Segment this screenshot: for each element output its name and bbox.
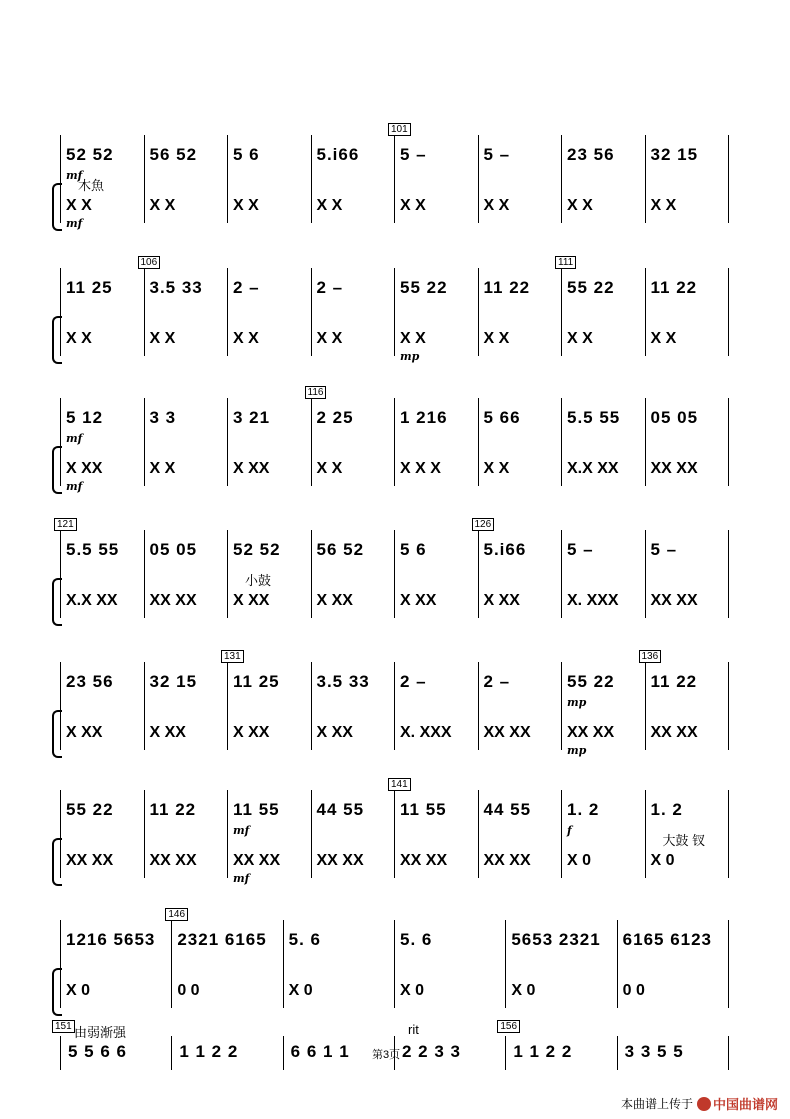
percussion-notes: X X bbox=[149, 460, 176, 477]
barline bbox=[283, 1036, 284, 1070]
percussion-notes: X XX bbox=[66, 460, 103, 477]
measure-number: 136 bbox=[639, 650, 662, 663]
melody-notes: 5 66 bbox=[483, 408, 521, 427]
measure bbox=[227, 268, 311, 356]
percussion-notes: X X bbox=[149, 197, 176, 214]
measure bbox=[283, 920, 394, 1008]
melody-notes: 3 3 bbox=[149, 408, 177, 427]
melody-notes: 11 25 bbox=[66, 278, 113, 297]
score-system bbox=[60, 124, 728, 230]
melody-notes: 55 22 bbox=[567, 278, 615, 297]
melody-notes: 23 56 bbox=[567, 145, 615, 164]
melody-notes: 56 52 bbox=[316, 540, 365, 559]
measure bbox=[60, 268, 144, 356]
melody-notes: 5.5 55 bbox=[567, 408, 621, 427]
percussion-notes: XX XX bbox=[149, 852, 197, 869]
barline bbox=[60, 1036, 61, 1070]
percussion-notes: X 0 bbox=[66, 982, 91, 999]
percussion-notes: XX XX bbox=[650, 460, 698, 477]
measure bbox=[617, 920, 728, 1008]
percussion-notes: X XX bbox=[233, 460, 270, 477]
percussion-notes: XX XX bbox=[650, 724, 698, 741]
melody-notes: 2 25 bbox=[316, 408, 354, 427]
percussion-notes: XX XX bbox=[400, 852, 448, 869]
percussion-notes: X X bbox=[567, 330, 593, 347]
measure bbox=[227, 662, 311, 750]
melody-notes: 3.5 33 bbox=[149, 278, 203, 297]
melody-notes: 5.i66 bbox=[316, 145, 360, 164]
barline bbox=[728, 662, 729, 750]
measure-number: 121 bbox=[54, 518, 77, 531]
percussion-notes: X XX bbox=[66, 724, 103, 741]
measure bbox=[478, 135, 562, 223]
measure bbox=[645, 530, 729, 618]
percussion-notes: X. XXX bbox=[567, 592, 619, 609]
melody-notes: 2 – bbox=[316, 278, 344, 297]
measure bbox=[311, 662, 395, 750]
percussion-notes: X 0 bbox=[567, 852, 592, 869]
measure bbox=[394, 530, 478, 618]
page-number: 第3页 bbox=[372, 1049, 401, 1061]
melody-notes: 05 05 bbox=[149, 540, 198, 559]
percussion-notes: X X bbox=[483, 460, 510, 477]
credit-text: 本曲谱上传于 bbox=[620, 1097, 693, 1111]
measure bbox=[311, 790, 395, 878]
percussion-notes: X X bbox=[400, 197, 426, 214]
melody-notes: 1 1 2 2 bbox=[179, 1042, 239, 1061]
measure-number: 116 bbox=[305, 386, 327, 399]
melody-notes: 2 – bbox=[233, 278, 260, 297]
melody-notes: 5 5 6 6 bbox=[68, 1042, 127, 1061]
percussion-notes: X X bbox=[149, 330, 176, 347]
measure bbox=[394, 920, 505, 1008]
melody-notes: 44 55 bbox=[483, 800, 532, 819]
dynamic-marking: mf bbox=[233, 824, 250, 837]
melody-notes: 05 05 bbox=[650, 408, 699, 427]
melody-notes: 52 52 bbox=[233, 540, 281, 559]
measure bbox=[478, 790, 562, 878]
instrument-annotation: 木魚 bbox=[78, 178, 105, 193]
melody-notes: 2321 6165 bbox=[177, 930, 267, 949]
measure bbox=[394, 135, 478, 223]
melody-notes: 6 6 1 1 bbox=[290, 1042, 350, 1061]
site-name: 中国曲谱网 bbox=[712, 1097, 778, 1112]
melody-notes: 1216 5653 bbox=[66, 930, 156, 949]
measure-number: 141 bbox=[388, 778, 411, 791]
melody-notes: 1. 2 bbox=[567, 800, 600, 819]
percussion-notes: X 0 bbox=[288, 982, 313, 999]
melody-notes: 11 22 bbox=[650, 278, 698, 297]
percussion-notes: X.X XX bbox=[567, 460, 619, 477]
melody-notes: 1 216 bbox=[400, 408, 448, 427]
barline bbox=[505, 1036, 506, 1070]
dynamic-marking: mf bbox=[66, 480, 83, 493]
melody-notes: 2 – bbox=[483, 672, 511, 691]
melody-notes: 6165 6123 bbox=[622, 930, 713, 949]
measure-number: 126 bbox=[472, 518, 495, 531]
measure-number: 156 bbox=[497, 1020, 520, 1033]
melody-notes: 3 21 bbox=[233, 408, 271, 427]
dynamic-marking: mf bbox=[66, 217, 83, 230]
melody-notes: 1. 2 bbox=[650, 800, 683, 819]
measure bbox=[171, 920, 282, 1008]
melody-notes: 5.5 55 bbox=[66, 540, 120, 559]
measure bbox=[478, 268, 562, 356]
percussion-notes: X XX bbox=[316, 592, 353, 609]
melody-notes: 11 55 bbox=[400, 800, 447, 819]
measure bbox=[394, 662, 478, 750]
melody-notes: 5 – bbox=[567, 540, 594, 559]
score-system bbox=[60, 909, 728, 1008]
measure bbox=[561, 268, 645, 356]
barline bbox=[728, 920, 729, 1008]
upload-credit bbox=[621, 1094, 778, 1113]
barline bbox=[728, 530, 729, 618]
dynamic-marking: mf bbox=[66, 432, 83, 445]
measure bbox=[645, 135, 729, 223]
site-logo-icon bbox=[697, 1097, 711, 1111]
percussion-notes: X X bbox=[66, 197, 92, 214]
measure bbox=[311, 135, 395, 223]
melody-notes: 23 56 bbox=[66, 672, 114, 691]
measure bbox=[478, 530, 562, 618]
melody-notes: 3.5 33 bbox=[316, 672, 370, 691]
melody-notes: 5653 2321 bbox=[511, 930, 601, 949]
barline bbox=[728, 1036, 729, 1070]
measure bbox=[394, 268, 478, 356]
melody-notes: 55 22 bbox=[400, 278, 448, 297]
measure bbox=[645, 398, 729, 486]
melody-notes: 3 3 5 5 bbox=[624, 1042, 684, 1061]
percussion-notes: X X bbox=[316, 197, 343, 214]
measure bbox=[478, 398, 562, 486]
measure bbox=[561, 530, 645, 618]
measure bbox=[144, 268, 228, 356]
percussion-notes: X X bbox=[316, 330, 343, 347]
melody-notes: 11 25 bbox=[233, 672, 280, 691]
melody-notes: 5 6 bbox=[400, 540, 427, 559]
percussion-notes: X X bbox=[233, 330, 259, 347]
score-system bbox=[57, 519, 728, 618]
percussion-notes: X X bbox=[316, 460, 343, 477]
measure bbox=[645, 662, 729, 750]
measure bbox=[311, 398, 395, 486]
percussion-notes: XX XX bbox=[650, 592, 698, 609]
percussion-notes: X XX bbox=[233, 724, 270, 741]
melody-notes: 44 55 bbox=[316, 800, 365, 819]
percussion-notes: X.X XX bbox=[66, 592, 118, 609]
site-logo bbox=[697, 1094, 778, 1113]
barline bbox=[617, 1036, 618, 1070]
percussion-notes: X X bbox=[400, 330, 426, 347]
measure bbox=[561, 135, 645, 223]
percussion-notes: XX XX bbox=[149, 592, 197, 609]
measure bbox=[311, 268, 395, 356]
measure bbox=[60, 530, 144, 618]
percussion-notes: X 0 bbox=[650, 852, 675, 869]
melody-notes: 56 52 bbox=[149, 145, 198, 164]
melody-notes: 52 52 bbox=[66, 145, 114, 164]
measure bbox=[478, 662, 562, 750]
melody-notes: 32 15 bbox=[149, 672, 198, 691]
melody-notes: 5. 6 bbox=[288, 930, 322, 949]
percussion-notes: XX XX bbox=[483, 852, 531, 869]
percussion-notes: X XX bbox=[233, 592, 270, 609]
melody-notes: 11 22 bbox=[149, 800, 197, 819]
percussion-notes: X X bbox=[483, 330, 510, 347]
percussion-notes: 0 0 bbox=[177, 982, 200, 999]
percussion-notes: XX XX bbox=[567, 724, 615, 741]
melody-notes: 2 – bbox=[400, 672, 427, 691]
measure bbox=[60, 662, 144, 750]
percussion-notes: XX XX bbox=[483, 724, 531, 741]
melody-notes: 11 22 bbox=[483, 278, 531, 297]
measure bbox=[60, 920, 171, 1008]
measure bbox=[227, 398, 311, 486]
measure bbox=[144, 135, 228, 223]
melody-notes: 5. 6 bbox=[400, 930, 433, 949]
measure bbox=[561, 790, 645, 878]
measure-number: 146 bbox=[165, 908, 188, 921]
percussion-notes: XX XX bbox=[66, 852, 114, 869]
dynamic-marking: f bbox=[567, 824, 572, 837]
melody-notes: 55 22 bbox=[567, 672, 615, 691]
measure bbox=[144, 662, 228, 750]
melody-notes: 32 15 bbox=[650, 145, 699, 164]
percussion-notes: 0 0 bbox=[622, 982, 645, 999]
melody-notes: 5 6 bbox=[233, 145, 260, 164]
percussion-notes: X X bbox=[66, 330, 92, 347]
melody-notes: 1 1 2 2 bbox=[513, 1042, 573, 1061]
instrument-annotation: 大鼓 钗 bbox=[662, 833, 706, 848]
measure bbox=[144, 530, 228, 618]
measure bbox=[227, 135, 311, 223]
score-system bbox=[60, 387, 728, 493]
melody-notes: 11 22 bbox=[650, 672, 698, 691]
barline bbox=[171, 1036, 172, 1070]
melody-notes: 5 12 bbox=[66, 408, 104, 427]
measure bbox=[505, 920, 616, 1008]
score-system bbox=[60, 779, 728, 885]
score-system bbox=[60, 651, 728, 757]
percussion-notes: X XX bbox=[483, 592, 520, 609]
percussion-notes: XX XX bbox=[316, 852, 364, 869]
percussion-notes: X XX bbox=[400, 592, 437, 609]
melody-notes: 5.i66 bbox=[483, 540, 527, 559]
percussion-notes: XX XX bbox=[233, 852, 281, 869]
measure-number: 101 bbox=[388, 123, 411, 136]
measure bbox=[394, 790, 478, 878]
percussion-notes: X. XXX bbox=[400, 724, 452, 741]
measure bbox=[144, 398, 228, 486]
percussion-notes: X XX bbox=[149, 724, 186, 741]
dynamic-marking: mf bbox=[66, 169, 83, 182]
barline bbox=[728, 135, 729, 223]
percussion-notes: X XX bbox=[316, 724, 353, 741]
measure bbox=[60, 790, 144, 878]
percussion-notes: X X X bbox=[400, 460, 441, 477]
measure-number: 111 bbox=[555, 256, 576, 269]
dynamic-marking: mp bbox=[567, 744, 587, 757]
barline bbox=[728, 268, 729, 356]
barline bbox=[728, 790, 729, 878]
melody-notes: 5 – bbox=[483, 145, 511, 164]
dynamic-marking: mp bbox=[567, 696, 587, 709]
tempo-annotation: rit bbox=[408, 1022, 419, 1037]
score-system bbox=[60, 257, 728, 363]
measure bbox=[645, 268, 729, 356]
instrument-annotation: 小鼓 bbox=[245, 573, 272, 588]
percussion-notes: X X bbox=[567, 197, 593, 214]
percussion-notes: X 0 bbox=[400, 982, 425, 999]
percussion-notes: X X bbox=[483, 197, 510, 214]
barline bbox=[728, 398, 729, 486]
measure bbox=[311, 530, 395, 618]
measure bbox=[394, 398, 478, 486]
measure bbox=[561, 398, 645, 486]
percussion-notes: X X bbox=[650, 197, 677, 214]
dynamic-marking: mp bbox=[400, 350, 420, 363]
measure-number: 151 bbox=[52, 1020, 75, 1033]
measure-number: 106 bbox=[138, 256, 161, 269]
melody-notes: 2 2 3 3 bbox=[402, 1042, 461, 1061]
melody-notes: 5 – bbox=[400, 145, 427, 164]
melody-notes: 55 22 bbox=[66, 800, 114, 819]
dynamic-marking: mf bbox=[233, 872, 250, 885]
melody-notes: 11 55 bbox=[233, 800, 280, 819]
percussion-notes: X X bbox=[650, 330, 677, 347]
tempo-annotation: 由弱渐强 bbox=[74, 1025, 127, 1040]
measure bbox=[144, 790, 228, 878]
melody-notes: 5 – bbox=[650, 540, 678, 559]
percussion-notes: X X bbox=[233, 197, 259, 214]
measure-number: 131 bbox=[221, 650, 244, 663]
percussion-notes: X 0 bbox=[511, 982, 536, 999]
